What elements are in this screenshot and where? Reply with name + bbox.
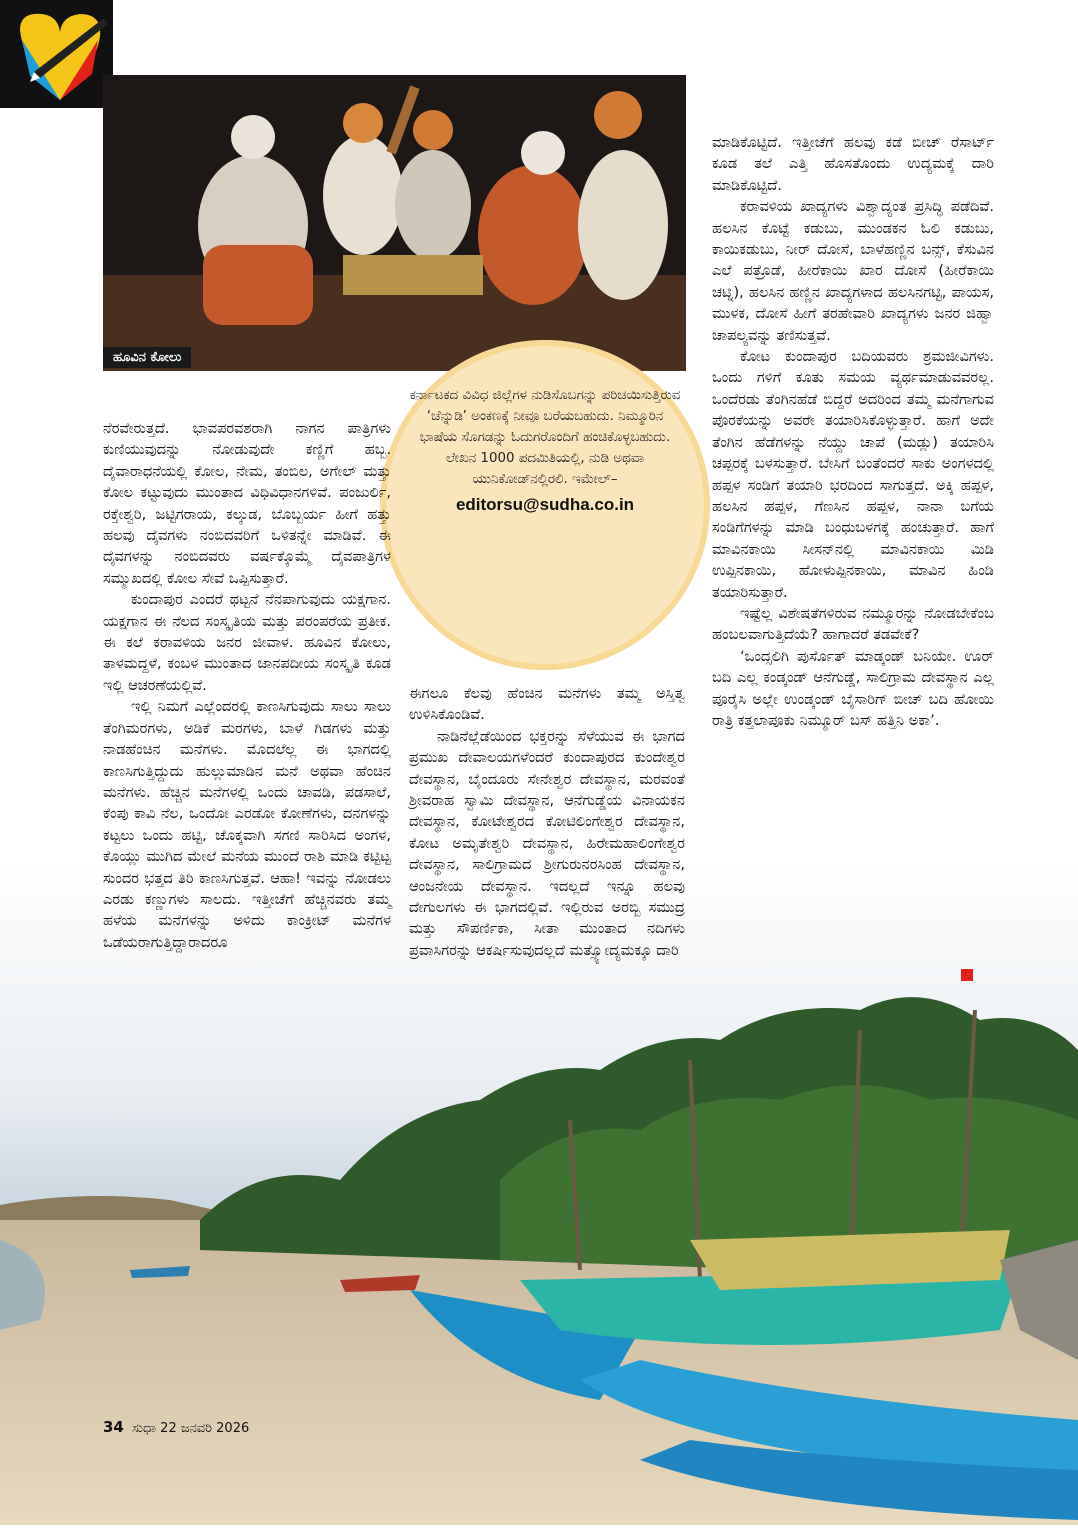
publication-info: ಸುಧಾ 22 ಜನವರಿ 2026 — [132, 1421, 250, 1436]
paragraph: ಇಲ್ಲಿ ನಿಮಗೆ ಎಲ್ಲೆಂದರಲ್ಲಿ ಕಾಣಸಿಗುವುದು ಸಾಲು ಸಾಲು ತೆಂಗಿಮರಗಳು, ಅಡಿಕೆ ಮರಗಳು, ಬಾಳೆ ಗಿಡಗಳು ಮತ್ತು ನಾಡಹೆಂಚಿನ ಮನೆಗಳು. ಮೊದಲೆಲ್ಲ ಈ ಭಾಗದಲ್ಲಿ ಕಾಣಸಿಗುತ್ತಿದ್ದುದು ಹುಲ್ಲುಮಾಡಿನ ಮನೆ ಅಥವಾ ಹೆಂಚಿನ ಮನೆಗಳು. ಹೆಚ್ಚಿನ ಮನೆಗಳಲ್ಲಿ ಒಂದು ಚಾವಡಿ, ಪಡಸಾಲೆ, ಕೆಂಪು ಕಾವಿ ನೆಲ, ಒಂದೋ ಎರಡೋ ಕೋಣೆಗಳು, ದನಗಳನ್ನು ಕಟ್ಟಲು ಒಂದು ಹಟ್ಟಿ, ಚೊಕ್ಕವಾಗಿ ಸಗಣಿ ಸಾರಿಸಿದ ಅಂಗಳ, ಕೊಯ್ಲು ಮುಗಿದ ಮೇಲೆ ಮನೆಯ ಮುಂದೆ ರಾಶಿ ಮಾಡಿ ಕಟ್ಟಿಟ್ಟ ಸುಂದರ ಭತ್ತದ ತಿರಿ ಕಾಣಸಿಗುತ್ತವೆ. ಆಹಾ! ಇವನ್ನು ನೋಡಲು ಎರಡು ಕಣ್ಣುಗಳು ಸಾಲದು. ಇತ್ತೀಚೆಗೆ ಹೆಚ್ಚಿನವರು ತಮ್ಮ ಹಳೆಯ ಮನೆಗಳನ್ನು ಅಳಿದು ಕಾಂಕ್ರೀಟ್ ಮನೆಗಳ ಒಡೆಯರಾಗುತ್ತಿದ್ದಾರಾದರೂ — [103, 698, 391, 951]
callout-email-link[interactable]: editorsu@sudha.co.in — [455, 495, 635, 514]
article-column-left — [103, 418, 391, 953]
page-number: 34 — [103, 1418, 124, 1436]
paragraph: ಮಾಡಿಕೊಟ್ಟಿದೆ. ಇತ್ತೀಚೆಗೆ ಹಲವು ಕಡೆ ಬೀಚ್ ರೆಸಾರ್ಟ್ ಕೂಡ ತಲೆ ಎತ್ತಿ ಹೊಸತೊಂದು ಉದ್ಯಮಕ್ಕೆ ದಾರಿ ಮಾಡಿಕೊಟ್ಟಿದೆ. — [712, 134, 994, 194]
paragraph: ‘ಒಂದ್ಸಲಿಗಿ ಪುರ್ಸೊತ್ ಮಾಡ್ಕಂಡ್ ಬನಿಯೇ. ಊರ್ ಬದಿ ಎಲ್ಲ ಕಂಡ್ಕಂಡ್ ಆನೆಗುಡ್ಡೆ, ಸಾಲಿಗ್ರಾಮ ದೇವಸ್ಥಾನ ಎಲ್ಲ ಪೂರೈಸಿ ಅಲ್ಲೇ ಉಂಡ್ಕಂಡ್ ಬೈಸಾರಿಗ್ ಬೀಚ್ ಬದಿ ಹೋಯಿ ರಾತ್ರಿ ಕತ್ತಲಾಪೂಕು ನಿಮ್ಮೂರ್ ಬಸ್ ಹತ್ತಿನಿ ಅಕಾ’. — [712, 647, 994, 729]
pen-heart-logo-icon — [0, 0, 113, 108]
article-column-right — [712, 132, 994, 731]
paragraph: ಈಗಲೂ ಕೆಲವು ಹೆಂಚಿನ ಮನೆಗಳು ತಮ್ಮ ಅಸ್ತಿತ್ವ ಉಳಿಸಿಕೊಂಡಿವೆ. — [409, 685, 685, 724]
paragraph: ಕೋಟ ಕುಂದಾಪುರ ಬದಿಯವರು ಶ್ರಮಜೀವಿಗಳು. ಒಂದು ಗಳಿಗೆ ಕೂತು ಸಮಯ ವ್ಯರ್ಥಮಾಡುವವರಲ್ಲ. ಒಂದೆರಡು ತೆಂಗಿನಹೆಡೆ ಬಿದ್ದರೆ ಅದರಿಂದ ತಮ್ಮ ಮನೆಗಾಗುವ ಪೊರಕೆಯನ್ನು ಅವರೇ ತಯಾರಿಸಿಕೊಳ್ಳುತ್ತಾರೆ. ಹಾಗೆ ಅದೇ ತೆಂಗಿನ ಹೆಡೆಗಳನ್ನು ನೆಯ್ದು ಚಾಪೆ (ಮಡ್ಲು) ತಯಾರಿಸಿ ಚಪ್ಪರಕ್ಕೆ ಬಳಸುತ್ತಾರೆ. ಬೇಸಿಗೆ ಬಂತೆಂದರೆ ಸಾಕು ಅಂಗಳದಲ್ಲಿ ಹಪ್ಪಳ ಸಂಡಿಗೆ ತಯಾರಿ ಭರದಿಂದ ಸಾಗುತ್ತದೆ. ಅಕ್ಕಿ ಹಪ್ಪಳ, ಹಲಸಿನ ಹಪ್ಪಳ, ಗೆಣಸಿನ ಹಪ್ಪಳ, ನಾನಾ ಬಗೆಯ ಸಂಡಿಗೆಗಳನ್ನು ಮಾಡಿ ಬಂಧುಬಳಗಕ್ಕೆ ಹಂಚುತ್ತಾರೆ. ಹಾಗೆ ಮಾವಿನಕಾಯಿ ಸೀಸನ್‌ನಲ್ಲಿ ಮಾವಿನಕಾಯಿ ಮಿಡಿ ಉಪ್ಪಿನಕಾಯಿ, ಹೋಳುಪ್ಪಿನಕಾಯಿ, ಮಾವಿನ ಹಿಂಡಿ ತಯಾರಿಸುತ್ತಾರೆ. — [712, 348, 994, 601]
article-end-mark — [961, 969, 973, 981]
page-footer — [103, 1418, 249, 1436]
paragraph: ನೆರವೇರುತ್ತದೆ. ಭಾವಪರವಶರಾಗಿ ನಾಗನ ಪಾತ್ರಿಗಳು ಕುಣಿಯುವುದನ್ನು ನೋಡುವುದೇ ಕಣ್ಣಿಗೆ ಹಬ್ಬ. ದೈವಾರಾಧನೆಯಲ್ಲಿ ಕೋಲ, ನೇಮ, ತಂಬಿಲ, ಅಗೇಲ್ ಮತ್ತು ಕೋಲ ಕಟ್ಟುವುದು ಮುಂತಾದ ವಿಧಿವಿಧಾನಗಳಿವೆ. ಪಂಜುರ್ಲಿ, ರಕ್ತೇಶ್ವರಿ, ಜಟ್ಟಿಗರಾಯ, ಕಲ್ಕುಡ, ಬೊಬ್ಬರ್ಯ ಹೀಗೆ ಹತ್ತು ಹಲವು ದೈವಗಳು ನಂಬಿದವರಿಗೆ ಒಳಿತನ್ನೇ ಮಾಡಿವೆ. ಈ ದೈವಗಳನ್ನು ನಂಬಿದವರು ವರ್ಷಕ್ಕೊಮ್ಮೆ ದೈವಪಾತ್ರಿಗಳ ಸಮ್ಮುಖದಲ್ಲಿ ಕೋಲ ಸೇವೆ ಒಪ್ಪಿಸುತ್ತಾರೆ. — [103, 420, 391, 587]
paragraph: ನಾಡಿನೆಲ್ಲೆಡೆಯಿಂದ ಭಕ್ತರನ್ನು ಸೆಳೆಯುವ ಈ ಭಾಗದ ಪ್ರಮುಖ ದೇವಾಲಯಗಳೆಂದರೆ ಕುಂದಾಪುರದ ಕುಂದೇಶ್ವರ ದೇವಸ್ಥಾನ, ಬೈಂದೂರು ಸೇನೇಶ್ವರ ದೇವಸ್ಥಾನ, ಮರವಂತೆ ಶ್ರೀವರಾಹ ಸ್ವಾಮಿ ದೇವಸ್ಥಾನ, ಆನೆಗುಡ್ಡೆಯ ವಿನಾಯಕನ ದೇವಸ್ಥಾನ, ಕೋಟೇಶ್ವರದ ಕೋಟಿಲಿಂಗೇಶ್ವರ ದೇವಸ್ಥಾನ, ಕೋಟ ಅಮೃತೇಶ್ವರಿ ದೇವಸ್ಥಾನ, ಹಿರೇಮಹಾಲಿಂಗೇಶ್ವರ ದೇವಸ್ಥಾನ, ಸಾಲಿಗ್ರಾಮದ ಶ್ರೀಗುರುನರಸಿಂಹ ದೇವಸ್ಥಾನ, ಆಂಜನೇಯ ದೇವಸ್ಥಾನ. ಇದಲ್ಲದೆ ಇನ್ನೂ ಹಲವು ದೇಗುಲಗಳು ಈ ಭಾಗದಲ್ಲಿವೆ. ಇಲ್ಲಿರುವ ಅರಬ್ಬಿ ಸಮುದ್ರ ಮತ್ತು ಸೌಪರ್ಣಿಕಾ, ಸೀತಾ ಮುಂತಾದ ನದಿಗಳು ಪ್ರವಾಸಿಗರನ್ನು ಆಕರ್ಷಿಸುವುದಲ್ಲದೆ ಮತ್ಸ್ಯೋದ್ಯಮಕ್ಕೂ ದಾರಿ — [409, 727, 685, 959]
paragraph: ಕುಂದಾಪುರ ಎಂದರೆ ಥಟ್ಟನೆ ನೆನಪಾಗುವುದು ಯಕ್ಷಗಾನ. ಯಕ್ಷಗಾನ ಈ ನೆಲದ ಸಂಸ್ಕೃತಿಯ ಮತ್ತು ಪರಂಪರೆಯ ಪ್ರತೀಕ. ಈ ಕಲೆ ಕರಾವಳಿಯ ಜನರ ಜೀವಾಳ. ಹೂವಿನ ಕೋಲು, ತಾಳಮದ್ದಳೆ, ಕಂಬಳ ಮುಂತಾದ ಜಾನಪದೀಯ ಸಂಸ್ಕೃತಿ ಕೂಡ ಇಲ್ಲಿ ಆಚರಣೆಯಲ್ಲಿವೆ. — [103, 591, 391, 694]
callout-box — [409, 385, 681, 515]
paragraph: ಕರಾವಳಿಯ ಖಾದ್ಯಗಳು ವಿಶ್ವಾದ್ಯಂತ ಪ್ರಸಿದ್ಧಿ ಪಡೆದಿವೆ. ಹಲಸಿನ ಕೊಟ್ಟೆ ಕಡುಬು, ಮುಂಡಕನ ಓಲಿ ಕಡುಬು, ಕಾಯಿಕಡುಬು, ನೀರ್ ದೋಸೆ, ಬಾಳೆಹಣ್ಣಿನ ಬನ್ಸ್, ಕೆಸುವಿನ ಎಲೆ ಪತ್ರೊಡೆ, ಹೀರೆಕಾಯಿ ಖಾರ ದೋಸೆ (ಹೀರೆಕಾಯಿ ಚಟ್ನಿ), ಹಲಸಿನ ಹಣ್ಣಿನ ಖಾದ್ಯಗಳಾದ ಹಲಸಿನಗಟ್ಟಿ, ಪಾಯಸ, ಮುಳಕ, ದೋಸೆ ಹೀಗೆ ತರಹೇವಾರಿ ಖಾದ್ಯಗಳು ಜನರ ಜಿಹ್ವಾ ಚಾಪಲ್ಯವನ್ನು ತಣಿಸುತ್ತವೆ. — [712, 198, 994, 344]
article-column-middle — [409, 683, 685, 961]
logo — [0, 0, 113, 108]
callout-text: ಕರ್ನಾಟಕದ ವಿವಿಧ ಜಿಲ್ಲೆಗಳ ನುಡಿಸೊಬಗನ್ನು ಪರಿಚಯಿಸುತ್ತಿರುವ ‘ಚೆನ್ನುಡಿ’ ಅಂಕಣಕ್ಕೆ ನೀವೂ ಬರೆಯಬಹುದು. ನಿಮ್ಮೂರಿನ ಭಾಷೆಯ ಸೊಗಡನ್ನು ಓದುಗರೊಂದಿಗೆ ಹಂಚಿಕೊಳ್ಳಬಹುದು. ಲೇಖನ 1000 ಪದಮಿತಿಯಲ್ಲಿ, ನುಡಿ ಅಥವಾ ಯುನಿಕೋಡ್‌ನಲ್ಲಿರಲಿ. ಇಮೇಲ್– — [409, 388, 681, 487]
stage-photo — [103, 75, 686, 371]
photo-caption: ಹೂವಿನ ಕೋಲು — [103, 347, 191, 368]
paragraph: ಇಷ್ಟೆಲ್ಲ ವಿಶೇಷತೆಗಳಿರುವ ನಮ್ಮೂರನ್ನು ನೋಡಬೇಕೆಂಬ ಹಂಬಲವಾಗುತ್ತಿದೆಯೆ? ಹಾಗಾದರೆ ತಡವೇಕೆ? — [712, 604, 994, 644]
